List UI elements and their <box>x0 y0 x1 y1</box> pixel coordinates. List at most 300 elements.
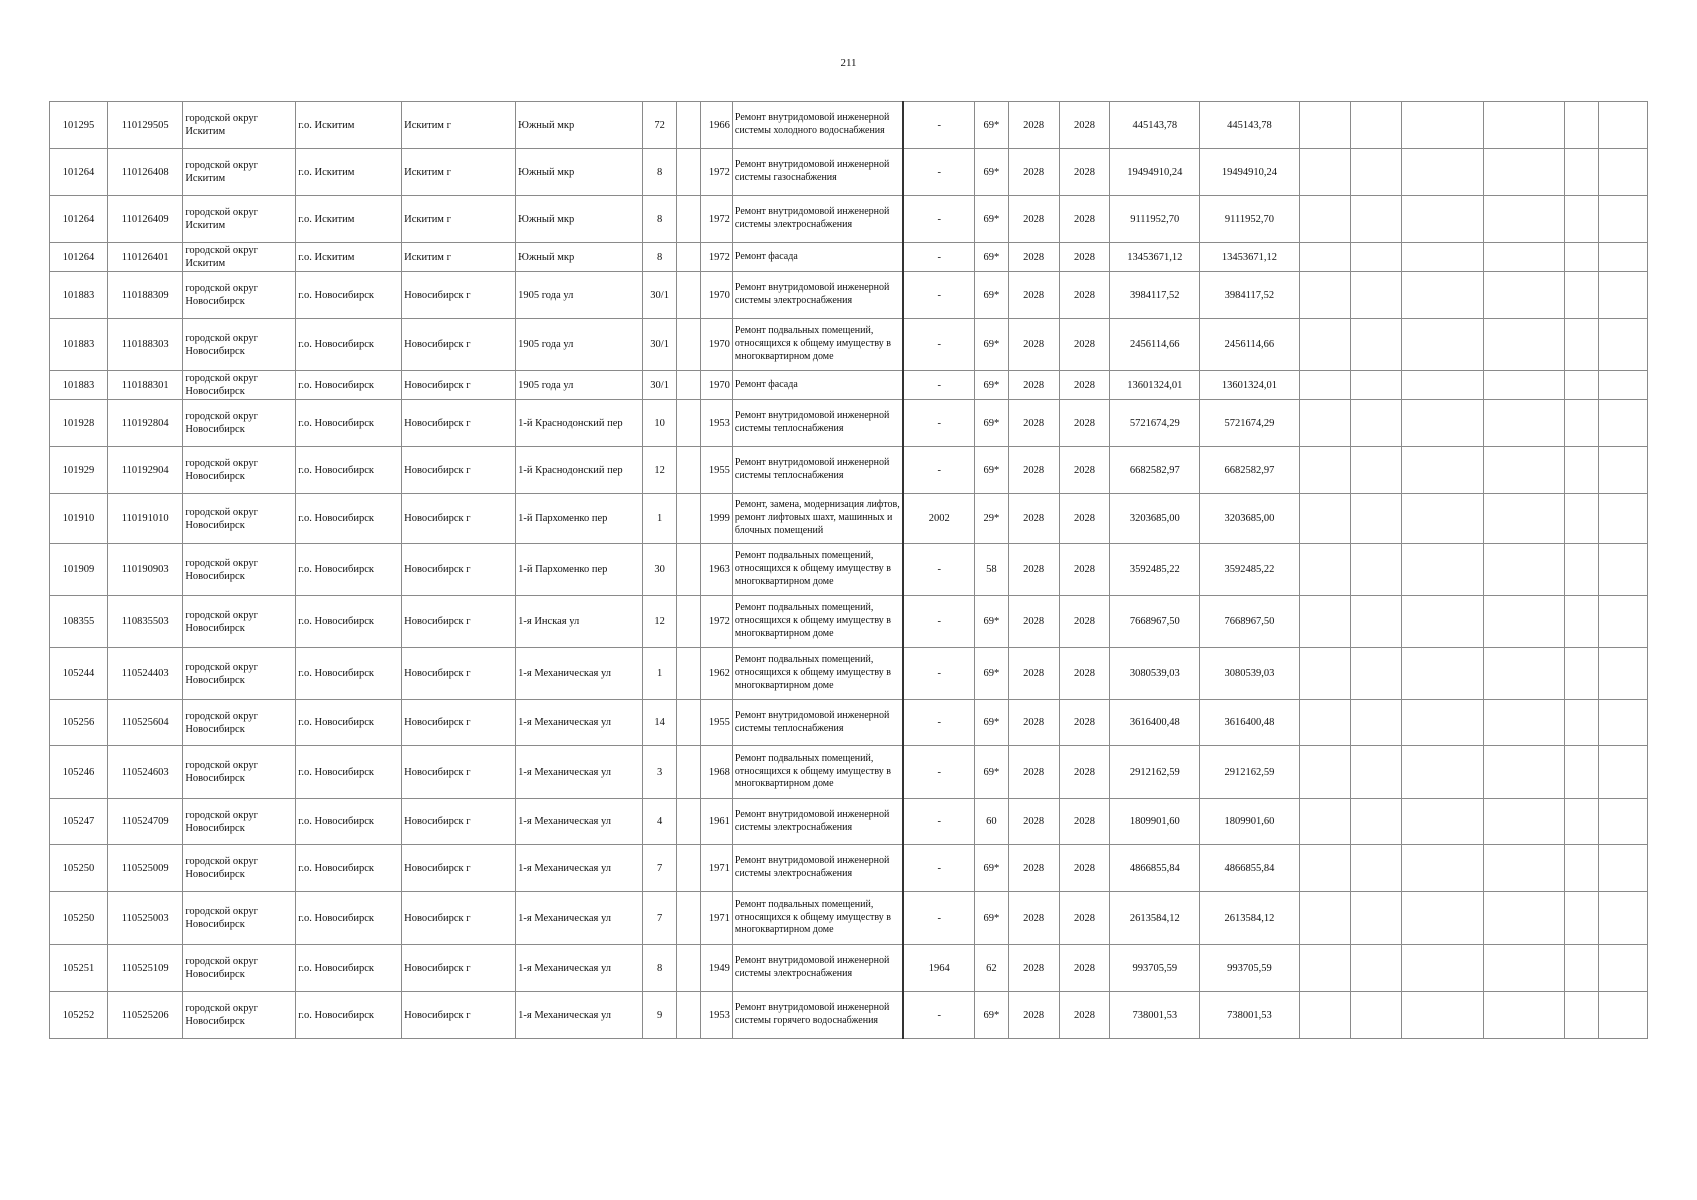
cell-plan-year-start: 2028 <box>1008 447 1059 494</box>
cell-street: 1-я Механическая ул <box>516 945 643 992</box>
cell-element-id: 110525604 <box>108 700 183 746</box>
cell-work-type: Ремонт подвальных помещений, относящихся к общему имуществу в многоквартирном доме <box>732 892 903 945</box>
empty-cell <box>1598 243 1647 272</box>
cell-total-cost: 19494910,24 <box>1110 149 1200 196</box>
empty-cell <box>1350 371 1401 400</box>
empty-cell <box>1565 945 1599 992</box>
empty-cell <box>1565 243 1599 272</box>
cell-element-id: 110188303 <box>108 319 183 371</box>
empty-cell <box>1299 799 1350 845</box>
cell-settlement: Новосибирск г <box>402 799 516 845</box>
cell-building-letter <box>676 892 700 945</box>
cell-last-repair-year: - <box>903 596 974 648</box>
empty-cell <box>1299 494 1350 544</box>
cell-street: 1-я Инская ул <box>516 596 643 648</box>
empty-cell <box>1598 319 1647 371</box>
capital-repair-table <box>49 101 1648 1039</box>
empty-cell <box>1299 544 1350 596</box>
empty-cell <box>1401 596 1483 648</box>
cell-last-repair-year: - <box>903 149 974 196</box>
cell-fund-cost: 3984117,52 <box>1200 272 1300 319</box>
empty-cell <box>1565 196 1599 243</box>
cell-municipal-entity: г.о. Новосибирск <box>296 992 402 1039</box>
cell-build-year: 1963 <box>701 544 733 596</box>
cell-street: 1-я Механическая ул <box>516 746 643 799</box>
cell-municipal-entity: г.о. Новосибирск <box>296 371 402 400</box>
cell-fund-cost: 4866855,84 <box>1200 845 1300 892</box>
empty-cell <box>1565 992 1599 1039</box>
cell-street: Южный мкр <box>516 196 643 243</box>
table-row <box>50 494 1648 544</box>
empty-cell <box>1565 596 1599 648</box>
table-row <box>50 319 1648 371</box>
cell-wear-percent: 69* <box>975 700 1009 746</box>
cell-wear-percent: 69* <box>975 102 1009 149</box>
cell-house-number: 8 <box>643 196 677 243</box>
table-row <box>50 243 1648 272</box>
cell-municipality: городской округ Новосибирск <box>183 596 296 648</box>
cell-municipal-entity: г.о. Новосибирск <box>296 746 402 799</box>
empty-cell <box>1598 371 1647 400</box>
cell-building-letter <box>676 648 700 700</box>
empty-cell <box>1401 243 1483 272</box>
table-row <box>50 447 1648 494</box>
cell-build-year: 1970 <box>701 272 733 319</box>
cell-wear-percent: 69* <box>975 319 1009 371</box>
table-row <box>50 149 1648 196</box>
cell-total-cost: 4866855,84 <box>1110 845 1200 892</box>
empty-cell <box>1350 700 1401 746</box>
empty-cell <box>1350 447 1401 494</box>
cell-street: 1-я Механическая ул <box>516 799 643 845</box>
empty-cell <box>1401 992 1483 1039</box>
cell-municipality: городской округ Новосибирск <box>183 494 296 544</box>
cell-element-id: 110835503 <box>108 596 183 648</box>
cell-element-id: 110525206 <box>108 992 183 1039</box>
cell-house-id: 101883 <box>50 371 108 400</box>
table-row <box>50 746 1648 799</box>
cell-house-id: 101910 <box>50 494 108 544</box>
cell-plan-year-start: 2028 <box>1008 799 1059 845</box>
cell-municipality: городской округ Новосибирск <box>183 447 296 494</box>
cell-municipal-entity: г.о. Новосибирск <box>296 596 402 648</box>
cell-work-type: Ремонт подвальных помещений, относящихся к общему имуществу в многоквартирном доме <box>732 544 903 596</box>
cell-street: 1-я Механическая ул <box>516 892 643 945</box>
cell-last-repair-year: - <box>903 371 974 400</box>
cell-settlement: Новосибирск г <box>402 272 516 319</box>
cell-wear-percent: 69* <box>975 243 1009 272</box>
cell-settlement: Новосибирск г <box>402 400 516 447</box>
cell-element-id: 110126409 <box>108 196 183 243</box>
empty-cell <box>1401 746 1483 799</box>
cell-plan-year-end: 2028 <box>1059 845 1110 892</box>
empty-cell <box>1565 845 1599 892</box>
cell-build-year: 1972 <box>701 596 733 648</box>
cell-settlement: Искитим г <box>402 102 516 149</box>
cell-last-repair-year: - <box>903 992 974 1039</box>
empty-cell <box>1299 992 1350 1039</box>
cell-settlement: Новосибирск г <box>402 992 516 1039</box>
empty-cell <box>1483 648 1564 700</box>
cell-fund-cost: 3080539,03 <box>1200 648 1300 700</box>
empty-cell <box>1483 992 1564 1039</box>
cell-municipal-entity: г.о. Новосибирск <box>296 544 402 596</box>
empty-cell <box>1299 400 1350 447</box>
empty-cell <box>1483 596 1564 648</box>
table-row <box>50 371 1648 400</box>
cell-plan-year-start: 2028 <box>1008 945 1059 992</box>
cell-build-year: 1968 <box>701 746 733 799</box>
empty-cell <box>1598 799 1647 845</box>
cell-plan-year-end: 2028 <box>1059 892 1110 945</box>
table-row <box>50 400 1648 447</box>
table-row <box>50 648 1648 700</box>
empty-cell <box>1401 102 1483 149</box>
empty-cell <box>1598 845 1647 892</box>
empty-cell <box>1350 400 1401 447</box>
empty-cell <box>1299 596 1350 648</box>
cell-total-cost: 3984117,52 <box>1110 272 1200 319</box>
cell-last-repair-year: - <box>903 272 974 319</box>
cell-element-id: 110190903 <box>108 544 183 596</box>
cell-municipality: городской округ Новосибирск <box>183 992 296 1039</box>
cell-wear-percent: 69* <box>975 196 1009 243</box>
cell-total-cost: 3080539,03 <box>1110 648 1200 700</box>
cell-municipal-entity: г.о. Новосибирск <box>296 799 402 845</box>
cell-municipality: городской округ Новосибирск <box>183 544 296 596</box>
cell-house-number: 12 <box>643 596 677 648</box>
cell-work-type: Ремонт внутридомовой инженерной системы электроснабжения <box>732 272 903 319</box>
cell-municipal-entity: г.о. Новосибирск <box>296 272 402 319</box>
cell-municipality: городской округ Новосибирск <box>183 400 296 447</box>
cell-settlement: Новосибирск г <box>402 447 516 494</box>
cell-house-id: 101909 <box>50 544 108 596</box>
cell-plan-year-end: 2028 <box>1059 945 1110 992</box>
cell-plan-year-end: 2028 <box>1059 400 1110 447</box>
cell-settlement: Новосибирск г <box>402 945 516 992</box>
cell-work-type: Ремонт внутридомовой инженерной системы теплоснабжения <box>732 447 903 494</box>
cell-municipal-entity: г.о. Новосибирск <box>296 319 402 371</box>
cell-build-year: 1970 <box>701 319 733 371</box>
cell-street: 1-я Механическая ул <box>516 648 643 700</box>
empty-cell <box>1401 945 1483 992</box>
cell-house-id: 101264 <box>50 243 108 272</box>
cell-house-number: 3 <box>643 746 677 799</box>
cell-municipal-entity: г.о. Новосибирск <box>296 845 402 892</box>
cell-house-number: 72 <box>643 102 677 149</box>
empty-cell <box>1483 892 1564 945</box>
cell-work-type: Ремонт внутридомовой инженерной системы теплоснабжения <box>732 700 903 746</box>
cell-house-number: 30/1 <box>643 272 677 319</box>
cell-element-id: 110525009 <box>108 845 183 892</box>
cell-building-letter <box>676 400 700 447</box>
empty-cell <box>1483 799 1564 845</box>
cell-work-type: Ремонт внутридомовой инженерной системы электроснабжения <box>732 799 903 845</box>
cell-work-type: Ремонт внутридомовой инженерной системы газоснабжения <box>732 149 903 196</box>
empty-cell <box>1401 845 1483 892</box>
empty-cell <box>1565 319 1599 371</box>
cell-settlement: Новосибирск г <box>402 892 516 945</box>
cell-municipality: городской округ Искитим <box>183 243 296 272</box>
empty-cell <box>1483 494 1564 544</box>
empty-cell <box>1350 102 1401 149</box>
table-row <box>50 992 1648 1039</box>
cell-street: 1-я Механическая ул <box>516 992 643 1039</box>
cell-settlement: Новосибирск г <box>402 700 516 746</box>
empty-cell <box>1598 196 1647 243</box>
table-row <box>50 799 1648 845</box>
cell-wear-percent: 58 <box>975 544 1009 596</box>
cell-house-number: 10 <box>643 400 677 447</box>
cell-building-letter <box>676 845 700 892</box>
empty-cell <box>1565 700 1599 746</box>
cell-build-year: 1955 <box>701 700 733 746</box>
cell-fund-cost: 3616400,48 <box>1200 700 1300 746</box>
cell-municipality: городской округ Новосибирск <box>183 892 296 945</box>
empty-cell <box>1350 494 1401 544</box>
cell-work-type: Ремонт подвальных помещений, относящихся к общему имуществу в многоквартирном доме <box>732 648 903 700</box>
cell-house-id: 105247 <box>50 799 108 845</box>
cell-municipality: городской округ Новосибирск <box>183 371 296 400</box>
cell-last-repair-year: - <box>903 400 974 447</box>
table-row <box>50 845 1648 892</box>
cell-total-cost: 2456114,66 <box>1110 319 1200 371</box>
cell-build-year: 1953 <box>701 992 733 1039</box>
cell-fund-cost: 9111952,70 <box>1200 196 1300 243</box>
cell-municipality: городской округ Новосибирск <box>183 945 296 992</box>
empty-cell <box>1565 892 1599 945</box>
empty-cell <box>1598 102 1647 149</box>
cell-total-cost: 445143,78 <box>1110 102 1200 149</box>
cell-last-repair-year: - <box>903 319 974 371</box>
cell-last-repair-year: - <box>903 845 974 892</box>
cell-plan-year-start: 2028 <box>1008 892 1059 945</box>
empty-cell <box>1483 700 1564 746</box>
cell-house-number: 4 <box>643 799 677 845</box>
empty-cell <box>1299 845 1350 892</box>
cell-municipal-entity: г.о. Новосибирск <box>296 648 402 700</box>
cell-work-type: Ремонт подвальных помещений, относящихся к общему имуществу в многоквартирном доме <box>732 746 903 799</box>
cell-street: 1-й Пархоменко пер <box>516 494 643 544</box>
cell-plan-year-start: 2028 <box>1008 196 1059 243</box>
cell-fund-cost: 3203685,00 <box>1200 494 1300 544</box>
cell-municipal-entity: г.о. Искитим <box>296 196 402 243</box>
table-row <box>50 196 1648 243</box>
cell-house-number: 14 <box>643 700 677 746</box>
cell-plan-year-end: 2028 <box>1059 544 1110 596</box>
cell-municipality: городской округ Новосибирск <box>183 648 296 700</box>
empty-cell <box>1598 149 1647 196</box>
cell-fund-cost: 2613584,12 <box>1200 892 1300 945</box>
cell-build-year: 1949 <box>701 945 733 992</box>
cell-street: 1905 года ул <box>516 319 643 371</box>
table-row <box>50 544 1648 596</box>
cell-house-number: 7 <box>643 892 677 945</box>
empty-cell <box>1483 243 1564 272</box>
empty-cell <box>1598 447 1647 494</box>
empty-cell <box>1350 945 1401 992</box>
empty-cell <box>1299 371 1350 400</box>
cell-house-number: 1 <box>643 648 677 700</box>
cell-street: Южный мкр <box>516 243 643 272</box>
cell-total-cost: 6682582,97 <box>1110 447 1200 494</box>
cell-build-year: 1953 <box>701 400 733 447</box>
cell-fund-cost: 993705,59 <box>1200 945 1300 992</box>
cell-build-year: 1972 <box>701 243 733 272</box>
cell-house-number: 8 <box>643 149 677 196</box>
cell-element-id: 110524709 <box>108 799 183 845</box>
empty-cell <box>1350 596 1401 648</box>
cell-municipal-entity: г.о. Новосибирск <box>296 447 402 494</box>
empty-cell <box>1350 892 1401 945</box>
cell-house-id: 105250 <box>50 892 108 945</box>
empty-cell <box>1483 102 1564 149</box>
cell-plan-year-end: 2028 <box>1059 243 1110 272</box>
cell-work-type: Ремонт, замена, модернизация лифтов, ремонт лифтовых шахт, машинных и блочных помещений <box>732 494 903 544</box>
cell-plan-year-start: 2028 <box>1008 400 1059 447</box>
empty-cell <box>1350 992 1401 1039</box>
empty-cell <box>1299 700 1350 746</box>
empty-cell <box>1299 102 1350 149</box>
empty-cell <box>1350 319 1401 371</box>
empty-cell <box>1483 945 1564 992</box>
cell-fund-cost: 3592485,22 <box>1200 544 1300 596</box>
cell-total-cost: 2912162,59 <box>1110 746 1200 799</box>
cell-plan-year-end: 2028 <box>1059 272 1110 319</box>
cell-house-id: 101264 <box>50 196 108 243</box>
cell-fund-cost: 1809901,60 <box>1200 799 1300 845</box>
cell-element-id: 110525003 <box>108 892 183 945</box>
cell-settlement: Искитим г <box>402 149 516 196</box>
cell-build-year: 1955 <box>701 447 733 494</box>
cell-total-cost: 13601324,01 <box>1110 371 1200 400</box>
cell-last-repair-year: 2002 <box>903 494 974 544</box>
cell-last-repair-year: 1964 <box>903 945 974 992</box>
cell-plan-year-end: 2028 <box>1059 494 1110 544</box>
cell-street: 1905 года ул <box>516 371 643 400</box>
empty-cell <box>1598 272 1647 319</box>
cell-element-id: 110191010 <box>108 494 183 544</box>
cell-house-number: 8 <box>643 945 677 992</box>
empty-cell <box>1483 845 1564 892</box>
cell-municipality: городской округ Новосибирск <box>183 700 296 746</box>
cell-plan-year-start: 2028 <box>1008 648 1059 700</box>
empty-cell <box>1299 892 1350 945</box>
cell-total-cost: 3592485,22 <box>1110 544 1200 596</box>
empty-cell <box>1299 272 1350 319</box>
table-row <box>50 700 1648 746</box>
cell-municipality: городской округ Искитим <box>183 102 296 149</box>
cell-municipal-entity: г.о. Новосибирск <box>296 945 402 992</box>
cell-wear-percent: 69* <box>975 992 1009 1039</box>
cell-plan-year-start: 2028 <box>1008 596 1059 648</box>
cell-building-letter <box>676 447 700 494</box>
cell-plan-year-end: 2028 <box>1059 992 1110 1039</box>
cell-house-number: 30 <box>643 544 677 596</box>
cell-street: 1-я Механическая ул <box>516 700 643 746</box>
cell-plan-year-start: 2028 <box>1008 102 1059 149</box>
empty-cell <box>1483 400 1564 447</box>
cell-plan-year-start: 2028 <box>1008 544 1059 596</box>
cell-municipality: городской округ Искитим <box>183 196 296 243</box>
cell-plan-year-end: 2028 <box>1059 799 1110 845</box>
table-row <box>50 102 1648 149</box>
cell-build-year: 1961 <box>701 799 733 845</box>
empty-cell <box>1401 272 1483 319</box>
cell-fund-cost: 19494910,24 <box>1200 149 1300 196</box>
cell-element-id: 110525109 <box>108 945 183 992</box>
empty-cell <box>1565 400 1599 447</box>
cell-building-letter <box>676 746 700 799</box>
cell-last-repair-year: - <box>903 648 974 700</box>
cell-plan-year-start: 2028 <box>1008 243 1059 272</box>
cell-building-letter <box>676 945 700 992</box>
cell-fund-cost: 7668967,50 <box>1200 596 1300 648</box>
cell-house-number: 7 <box>643 845 677 892</box>
cell-municipal-entity: г.о. Новосибирск <box>296 494 402 544</box>
cell-work-type: Ремонт фасада <box>732 243 903 272</box>
cell-work-type: Ремонт подвальных помещений, относящихся к общему имуществу в многоквартирном доме <box>732 319 903 371</box>
cell-house-id: 105244 <box>50 648 108 700</box>
empty-cell <box>1565 149 1599 196</box>
empty-cell <box>1401 544 1483 596</box>
cell-wear-percent: 69* <box>975 447 1009 494</box>
cell-municipality: городской округ Новосибирск <box>183 319 296 371</box>
cell-street: 1-й Пархоменко пер <box>516 544 643 596</box>
cell-plan-year-start: 2028 <box>1008 272 1059 319</box>
cell-street: 1-й Краснодонский пер <box>516 400 643 447</box>
empty-cell <box>1483 196 1564 243</box>
cell-work-type: Ремонт внутридомовой инженерной системы холодного водоснабжения <box>732 102 903 149</box>
cell-building-letter <box>676 102 700 149</box>
cell-build-year: 1972 <box>701 149 733 196</box>
empty-cell <box>1401 400 1483 447</box>
cell-last-repair-year: - <box>903 700 974 746</box>
cell-plan-year-end: 2028 <box>1059 371 1110 400</box>
empty-cell <box>1483 272 1564 319</box>
empty-cell <box>1565 746 1599 799</box>
cell-total-cost: 7668967,50 <box>1110 596 1200 648</box>
cell-building-letter <box>676 799 700 845</box>
cell-plan-year-start: 2028 <box>1008 992 1059 1039</box>
cell-house-id: 105256 <box>50 700 108 746</box>
cell-building-letter <box>676 371 700 400</box>
cell-last-repair-year: - <box>903 892 974 945</box>
cell-build-year: 1971 <box>701 892 733 945</box>
empty-cell <box>1483 371 1564 400</box>
cell-element-id: 110188301 <box>108 371 183 400</box>
empty-cell <box>1350 799 1401 845</box>
cell-plan-year-end: 2028 <box>1059 596 1110 648</box>
table-row <box>50 945 1648 992</box>
cell-street: Южный мкр <box>516 149 643 196</box>
cell-settlement: Новосибирск г <box>402 371 516 400</box>
cell-plan-year-end: 2028 <box>1059 149 1110 196</box>
cell-house-id: 105252 <box>50 992 108 1039</box>
empty-cell <box>1598 892 1647 945</box>
cell-building-letter <box>676 243 700 272</box>
empty-cell <box>1565 447 1599 494</box>
empty-cell <box>1350 648 1401 700</box>
empty-cell <box>1598 746 1647 799</box>
cell-plan-year-end: 2028 <box>1059 700 1110 746</box>
cell-plan-year-end: 2028 <box>1059 319 1110 371</box>
cell-build-year: 1971 <box>701 845 733 892</box>
empty-cell <box>1299 945 1350 992</box>
cell-wear-percent: 29* <box>975 494 1009 544</box>
cell-build-year: 1999 <box>701 494 733 544</box>
cell-house-id: 105251 <box>50 945 108 992</box>
